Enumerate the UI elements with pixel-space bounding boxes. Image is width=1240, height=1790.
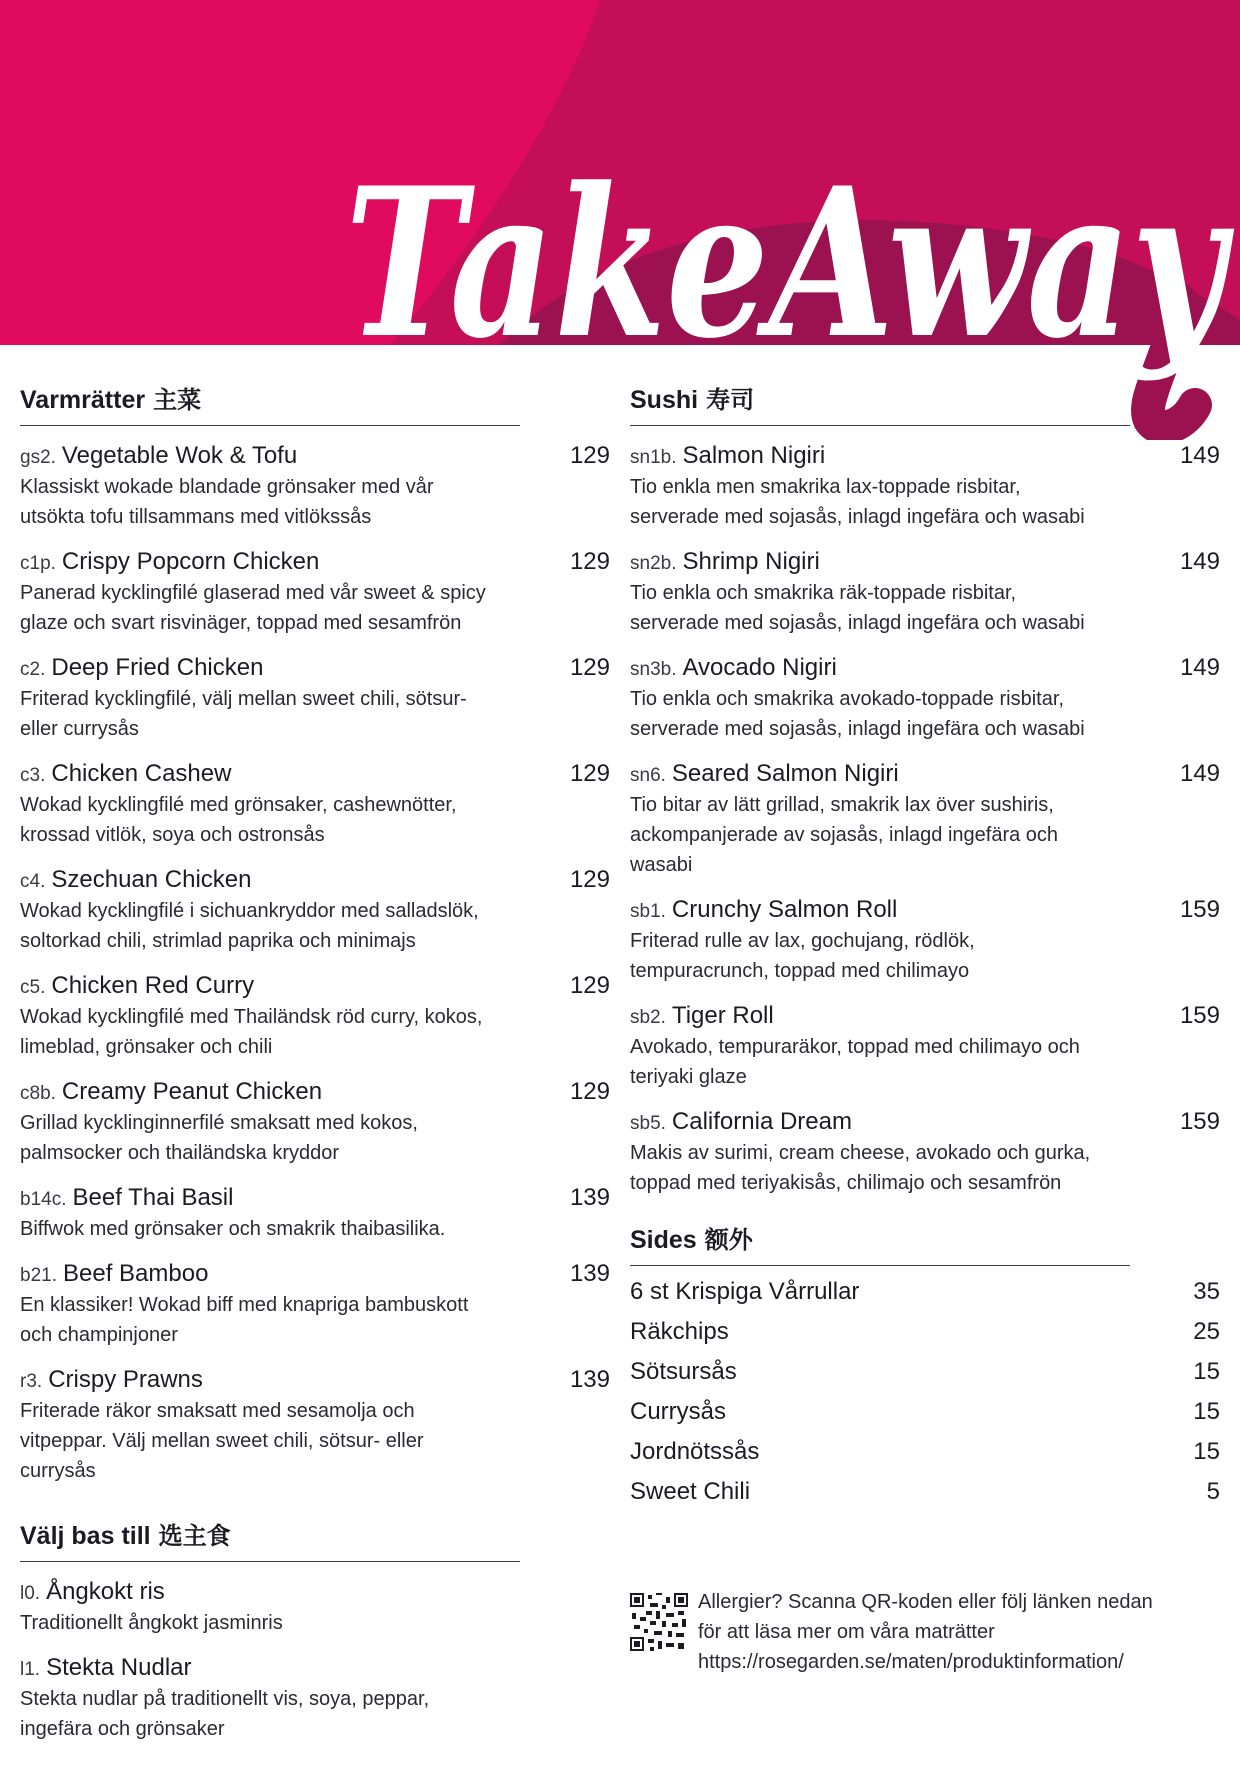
menu-item-header [20,1078,610,1106]
menu-item-code: l0. [20,1583,41,1604]
menu-item-description: Tio enkla men smakrika lax-toppade risbitar, serverade med sojasås, inlagd ingefära och wasabi [630,476,1085,528]
right-column [630,380,1220,1518]
menu-item-description: Wokad kycklingfilé med Thailändsk röd curry, kokos, limeblad, grönsaker och chili [20,1006,483,1058]
menu-item-price: 129 [569,1078,610,1105]
section-title-text: Välj bas till [20,1522,151,1550]
menu-item-description: Avokado, tempuraräkor, toppad med chilimayo och teriyaki glaze [630,1036,1080,1088]
menu-item-header [20,1578,610,1606]
allergy-link[interactable]: https://rosegarden.se/maten/produktinformation/ [698,1651,1124,1673]
menu-item-name: Shrimp Nigiri [682,548,820,575]
menu-item-name: Chicken Red Curry [51,972,255,999]
section-title-text: Sushi [630,386,699,414]
menu-item-header [630,442,1220,470]
menu-item-description: Grillad kycklinginnerfilé smaksatt med kokos, palmsocker och thailändska kryddor [20,1112,418,1164]
menu-item [20,1578,610,1638]
side-item [630,1438,1220,1478]
menu-item-description: En klassiker! Wokad biff med knapriga bambuskott och champinjoner [20,1294,469,1346]
menu-item-price: 149 [1179,548,1220,575]
menu-item-code: sn2b. [630,553,677,574]
menu-item-price: 149 [1179,654,1220,681]
menu-item-description: Tio enkla och smakrika avokado-toppade risbitar, serverade med sojasås, inlagd ingefära och wasabi [630,688,1085,740]
menu-item-name: Creamy Peanut Chicken [61,1078,323,1105]
menu-item-name: Crispy Popcorn Chicken [61,548,320,575]
section-title-text: Varmrätter [20,386,146,414]
menu-item-name: Crunchy Salmon Roll [671,896,898,923]
menu-item [20,442,610,532]
side-item-price: 15 [1193,1438,1220,1465]
menu-item [630,548,1220,638]
menu-item-description: Makis av surimi, cream cheese, avokado och gurka, toppad med teriyakisås, chilimajo och sesamfrön [630,1142,1091,1194]
menu-item-description: Panerad kycklingfilé glaserad med vår sweet & spicy glaze och svart risvinäger, toppad med sesamfrön [20,582,486,634]
menu-item-description: Stekta nudlar på traditionellt vis, soya, peppar, ingefära och grönsaker [20,1688,430,1740]
section-title-sides [630,1220,1130,1266]
menu-item-price: 129 [569,548,610,575]
menu-item-description: Wokad kycklingfilé med grönsaker, cashewnötter, krossad vitlök, soya och ostronsås [20,794,457,846]
menu-item-price: 129 [569,866,610,893]
allergy-text [698,1587,1153,1677]
menu-item [20,972,610,1062]
menu-item [20,760,610,850]
menu-item-code: sn1b. [630,447,677,468]
menu-item-header [630,548,1220,576]
menu-item-code: c3. [20,765,46,786]
menu-item-name: Ångkokt ris [46,1578,165,1605]
menu-item-code: c5. [20,977,46,998]
menu-item [630,1002,1220,1092]
side-item [630,1478,1220,1518]
menu-item-price: 129 [569,760,610,787]
menu-item [20,654,610,744]
menu-item-description: Friterad rulle av lax, gochujang, rödlök, tempuracrunch, toppad med chilimayo [630,930,975,982]
menu-item-price: 129 [569,654,610,681]
section-title-cjk: 主菜 [153,385,202,414]
menu-item-name: Chicken Cashew [51,760,232,787]
menu-item-code: sn6. [630,765,666,786]
menu-item-code: l1. [20,1659,41,1680]
side-item-name: Sötsursås [630,1358,737,1385]
side-item-name: 6 st Krispiga Vårrullar [630,1278,860,1305]
menu-item-price: 139 [569,1184,610,1211]
menu-item [630,760,1220,880]
menu-item-price: 159 [1179,896,1220,923]
sides-list [630,1278,1220,1518]
varmratter-list [20,442,610,1486]
bas-list [20,1578,610,1744]
menu-item-description: Traditionellt ångkokt jasminris [20,1612,283,1634]
menu-item-price: 129 [569,442,610,469]
menu-item-name: Crispy Prawns [48,1366,203,1393]
section-title-sushi [630,380,1130,426]
menu-item-header [20,1366,610,1394]
qr-code-icon[interactable] [630,1593,688,1651]
header-cjk-decoration: 外卖 [879,75,1200,249]
menu-item-description: Wokad kycklingfilé i sichuankryddor med salladslök, soltorkad chili, strimlad paprika och minimajs [20,900,479,952]
side-item-name: Jordnötssås [630,1438,760,1465]
allergy-line-1: Allergier? Scanna QR-koden eller följ länken nedan [698,1591,1153,1613]
menu-item-description: Friterade räkor smaksatt med sesamolja och vitpeppar. Välj mellan sweet chili, sötsur- eller currysås [20,1400,424,1482]
menu-item-code: c8b. [20,1083,56,1104]
menu-item-header [20,866,610,894]
menu-item [20,1184,610,1244]
menu-item-description: Biffwok med grönsaker och smakrik thaibasilika. [20,1218,446,1240]
menu-item [630,654,1220,744]
menu-item-name: Vegetable Wok & Tofu [61,442,298,469]
section-title-cjk: 选主食 [158,1521,231,1550]
left-column [20,380,610,1744]
menu-item-price: 149 [1179,760,1220,787]
side-item-name: Räkchips [630,1318,729,1345]
menu-item-header [20,972,610,1000]
side-item-name: Sweet Chili [630,1478,751,1505]
menu-item-name: Tiger Roll [671,1002,774,1029]
menu-item-description: Tio enkla och smakrika räk-toppade risbitar, serverade med sojasås, inlagd ingefära och wasabi [630,582,1085,634]
side-item-name: Currysås [630,1398,727,1425]
menu-item-header [630,1108,1220,1136]
menu-item [20,866,610,956]
menu-item-header [20,760,610,788]
menu-item-code: sb1. [630,901,666,922]
section-title-varmratter [20,380,520,426]
menu-item-code: sb5. [630,1113,666,1134]
sushi-list [630,442,1220,1198]
menu-item-code: c2. [20,659,46,680]
menu-item-name: Szechuan Chicken [51,866,252,893]
section-title-bas [20,1516,520,1562]
menu-item [20,1366,610,1486]
takeaway-title: TakeAway [345,144,1235,384]
menu-item-header [20,1654,610,1682]
menu-item [630,442,1220,532]
menu-item-header [20,1184,610,1212]
menu-item-description: Friterad kycklingfilé, välj mellan sweet chili, sötsur- eller currysås [20,688,467,740]
menu-item-name: Seared Salmon Nigiri [671,760,899,787]
menu-item-header [20,1260,610,1288]
side-item-price: 25 [1193,1318,1220,1345]
menu-item-code: b14c. [20,1189,67,1210]
menu-item [20,1260,610,1350]
menu-item-name: Avocado Nigiri [682,654,837,681]
menu-item-name: Salmon Nigiri [682,442,826,469]
menu-item [20,1078,610,1168]
menu-item-header [630,896,1220,924]
menu-item-price: 159 [1179,1002,1220,1029]
menu-item-name: California Dream [671,1108,852,1135]
menu-item-code: r3. [20,1371,43,1392]
menu-item-description: Klassiskt wokade blandade grönsaker med vår utsökta tofu tillsammans med vitlökssås [20,476,434,528]
menu-item [20,1654,610,1744]
menu-item-price: 159 [1179,1108,1220,1135]
menu-item-price: 139 [569,1366,610,1393]
allergy-info [630,1593,1220,1677]
menu-item [630,1108,1220,1198]
menu-item-name: Stekta Nudlar [46,1654,192,1681]
menu-item-name: Deep Fried Chicken [51,654,264,681]
allergy-line-2: för att läsa mer om våra maträtter [698,1621,995,1643]
menu-item [20,548,610,638]
menu-item-header [630,654,1220,682]
menu-item-description: Tio bitar av lätt grillad, smakrik lax över sushiris, ackompanjerade av sojasås, inlagd ingefära och wasabi [630,794,1059,876]
menu-item-code: gs2. [20,447,56,468]
side-item-price: 15 [1193,1398,1220,1425]
menu-item-code: sb2. [630,1007,666,1028]
menu-item-price: 139 [569,1260,610,1287]
menu-item-price: 129 [569,972,610,999]
menu-item-name: Beef Thai Basil [72,1184,234,1211]
side-item [630,1318,1220,1358]
side-item [630,1278,1220,1318]
menu-item-code: b21. [20,1265,57,1286]
side-item-price: 35 [1193,1278,1220,1305]
section-title-cjk: 额外 [704,1225,753,1254]
menu-item-code: sn3b. [630,659,677,680]
menu-item [630,896,1220,986]
menu-item-header [630,760,1220,788]
side-item [630,1398,1220,1438]
menu-item-header [630,1002,1220,1030]
menu-item-header [20,654,610,682]
section-title-text: Sides [630,1226,697,1254]
menu-item-price: 149 [1179,442,1220,469]
side-item-price: 15 [1193,1358,1220,1385]
side-item-price: 5 [1206,1478,1220,1505]
takeaway-logo [0,0,1240,440]
section-title-cjk: 寿司 [706,385,755,414]
menu-item-code: c1p. [20,553,56,574]
menu-item-header [20,548,610,576]
menu-item-header [20,442,610,470]
menu-item-name: Beef Bamboo [62,1260,209,1287]
menu-item-code: c4. [20,871,46,892]
side-item [630,1358,1220,1398]
